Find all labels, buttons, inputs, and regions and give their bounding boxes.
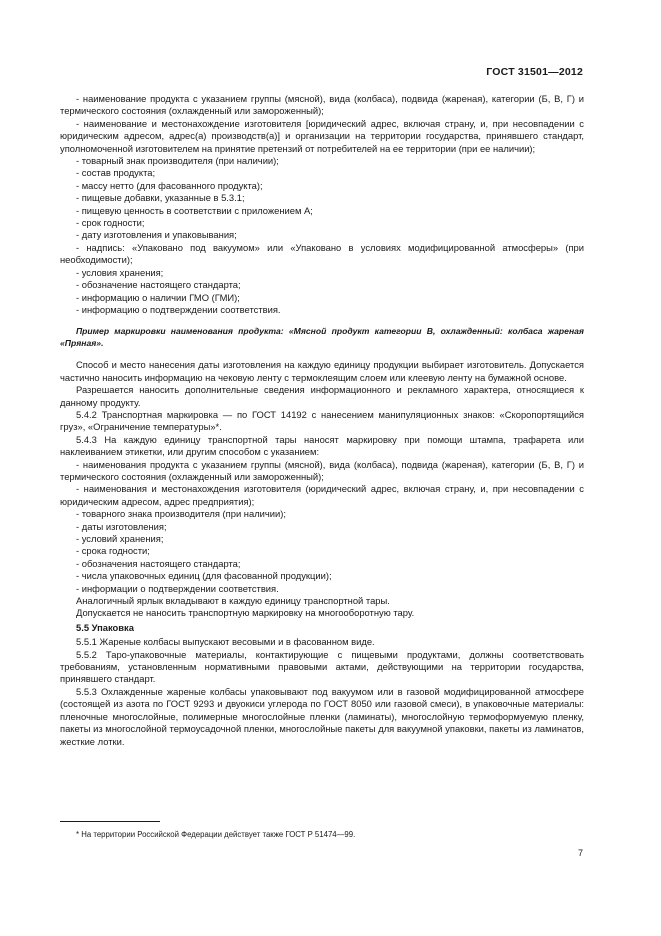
list-item: - наименования и местонахождения изготовителя (юридический адрес, включая страну, и, при несовпадении с юридическим адресом, адрес предприятия); (60, 483, 584, 507)
list-item: - массу нетто (для фасованного продукта); (76, 179, 263, 191)
paragraph: Аналогичный ярлык вкладывают в каждую единицу транспортной тары. (76, 595, 390, 607)
footnote: * На территории Российской Федерации действует также ГОСТ Р 51474—99. (76, 830, 356, 839)
list-item: - условий хранения; (76, 533, 164, 544)
paragraph: Разрешается наносить дополнительные сведения информационного и рекламного характера, относящиеся к данному продукту. (60, 384, 584, 408)
list-item: - условия хранения; (76, 266, 164, 278)
list-item: - срок годности; (76, 217, 145, 229)
list-item: - обозначение настоящего стандарта; (76, 279, 241, 291)
paragraph: Допускается не наносить транспортную маркировку на многооборотную тару. (76, 607, 415, 619)
list-item: - информацию о наличии ГМО (ГМИ); (76, 291, 240, 303)
list-item: - дату изготовления и упаковывания; (76, 229, 237, 241)
list-item: - информацию о подтверждении соответствия. (76, 303, 281, 315)
clause-5-4-2: 5.4.2 Транспортная маркировка — по ГОСТ 14192 с нанесением манипуляционных знаков: «Скоропортящийся груз», «Ограничение температуры»*. (60, 408, 584, 433)
standard-designation: ГОСТ 31501—2012 (486, 66, 583, 78)
labeling-example: Пример маркировки наименования продукта: «Мясной продукт категории В, охлажденный: колбаса жареная «Пряная». (60, 326, 584, 348)
list-item: - состав продукта; (76, 167, 156, 179)
list-item: - товарного знака производителя (при наличии); (76, 508, 286, 520)
clause-5-5-1: 5.5.1 Жареные колбасы выпускают весовыми и в фасованном виде. (76, 636, 375, 648)
list-item: - информации о подтверждении соответствия. (76, 582, 279, 594)
clause-5-5-3: 5.5.3 Охлажденные жареные колбасы упаковывают под вакуумом или в газовой модифицированной атмосфере (состоящей из азота по ГОСТ 9293 и двуокиси углерода по ГОСТ 8050 или газовой смеси), в упаковочные материалы: пленочные многослойные, полимерные многослойные пленки (ламинаты), многослойную термоформуемую пленку, пакеты из многослойной термоусадочной пленки, многослойные пакеты для вакуумной упаковки, пакеты из ламинатов, жесткие лотки. (60, 685, 584, 747)
section-heading: 5.5 Упаковка (76, 621, 134, 633)
clause-5-4-3: 5.4.3 На каждую единицу транспортной тары наносят маркировку при помощи штампа, трафарета или наклеиванием этикетки, или другим способом с указанием: (60, 433, 584, 458)
list-item: - пищевые добавки, указанные в 5.3.1; (76, 192, 245, 204)
list-item: - обозначения настоящего стандарта; (76, 557, 241, 569)
list-item: - пищевую ценность в соответствии с приложением А; (76, 204, 313, 216)
list-item: - наименование и местонахождение изготовителя [юридический адрес, включая страну, и, при несовпадении с юридическим адресом, адрес(а) производств(а)] и организации на территории государства, принявшего стандарт, уполномоченной изготовителем на принятие претензий от потребителей на ее территории (при ее наличии); (60, 117, 584, 154)
list-item: - даты изготовления; (76, 520, 167, 532)
page-number: 7 (577, 848, 583, 858)
list-item: - наименования продукта с указанием группы (мясной), вида (колбаса), подвида (жареная), категории (Б, В, Г) и термического состояния (охлажденный или замороженный); (60, 458, 584, 482)
list-item: - срока годности; (76, 545, 150, 557)
body-text (60, 93, 584, 748)
list-item: - наименование продукта с указанием группы (мясной), вида (колбаса), подвида (жареная), категории (Б, В, Г) и термического состояния (охлажденный или замороженный); (60, 93, 584, 117)
list-item: - надпись: «Упаковано под вакуумом» или «Упаковано в условиях модифицированной атмосферы» (при необходимости); (60, 241, 584, 266)
list-item: - числа упаковочных единиц (для фасованной продукции); (76, 570, 332, 582)
footnote-divider (60, 821, 160, 822)
clause-5-5-2: 5.5.2 Таро-упаковочные материалы, контактирующие с пищевыми продуктами, должны соответствовать требованиям, установленным нормативными правовыми актами, действующими на территории государства, принявшего стандарт. (60, 648, 584, 685)
paragraph: Способ и место нанесения даты изготовления на каждую единицу продукции выбирает изготовитель. Допускается частично наносить информацию на чековую ленту с термоклеящим слоем или клеевую ленту на бумажной основе. (60, 359, 584, 383)
list-item: - товарный знак производителя (при наличии); (76, 155, 279, 167)
